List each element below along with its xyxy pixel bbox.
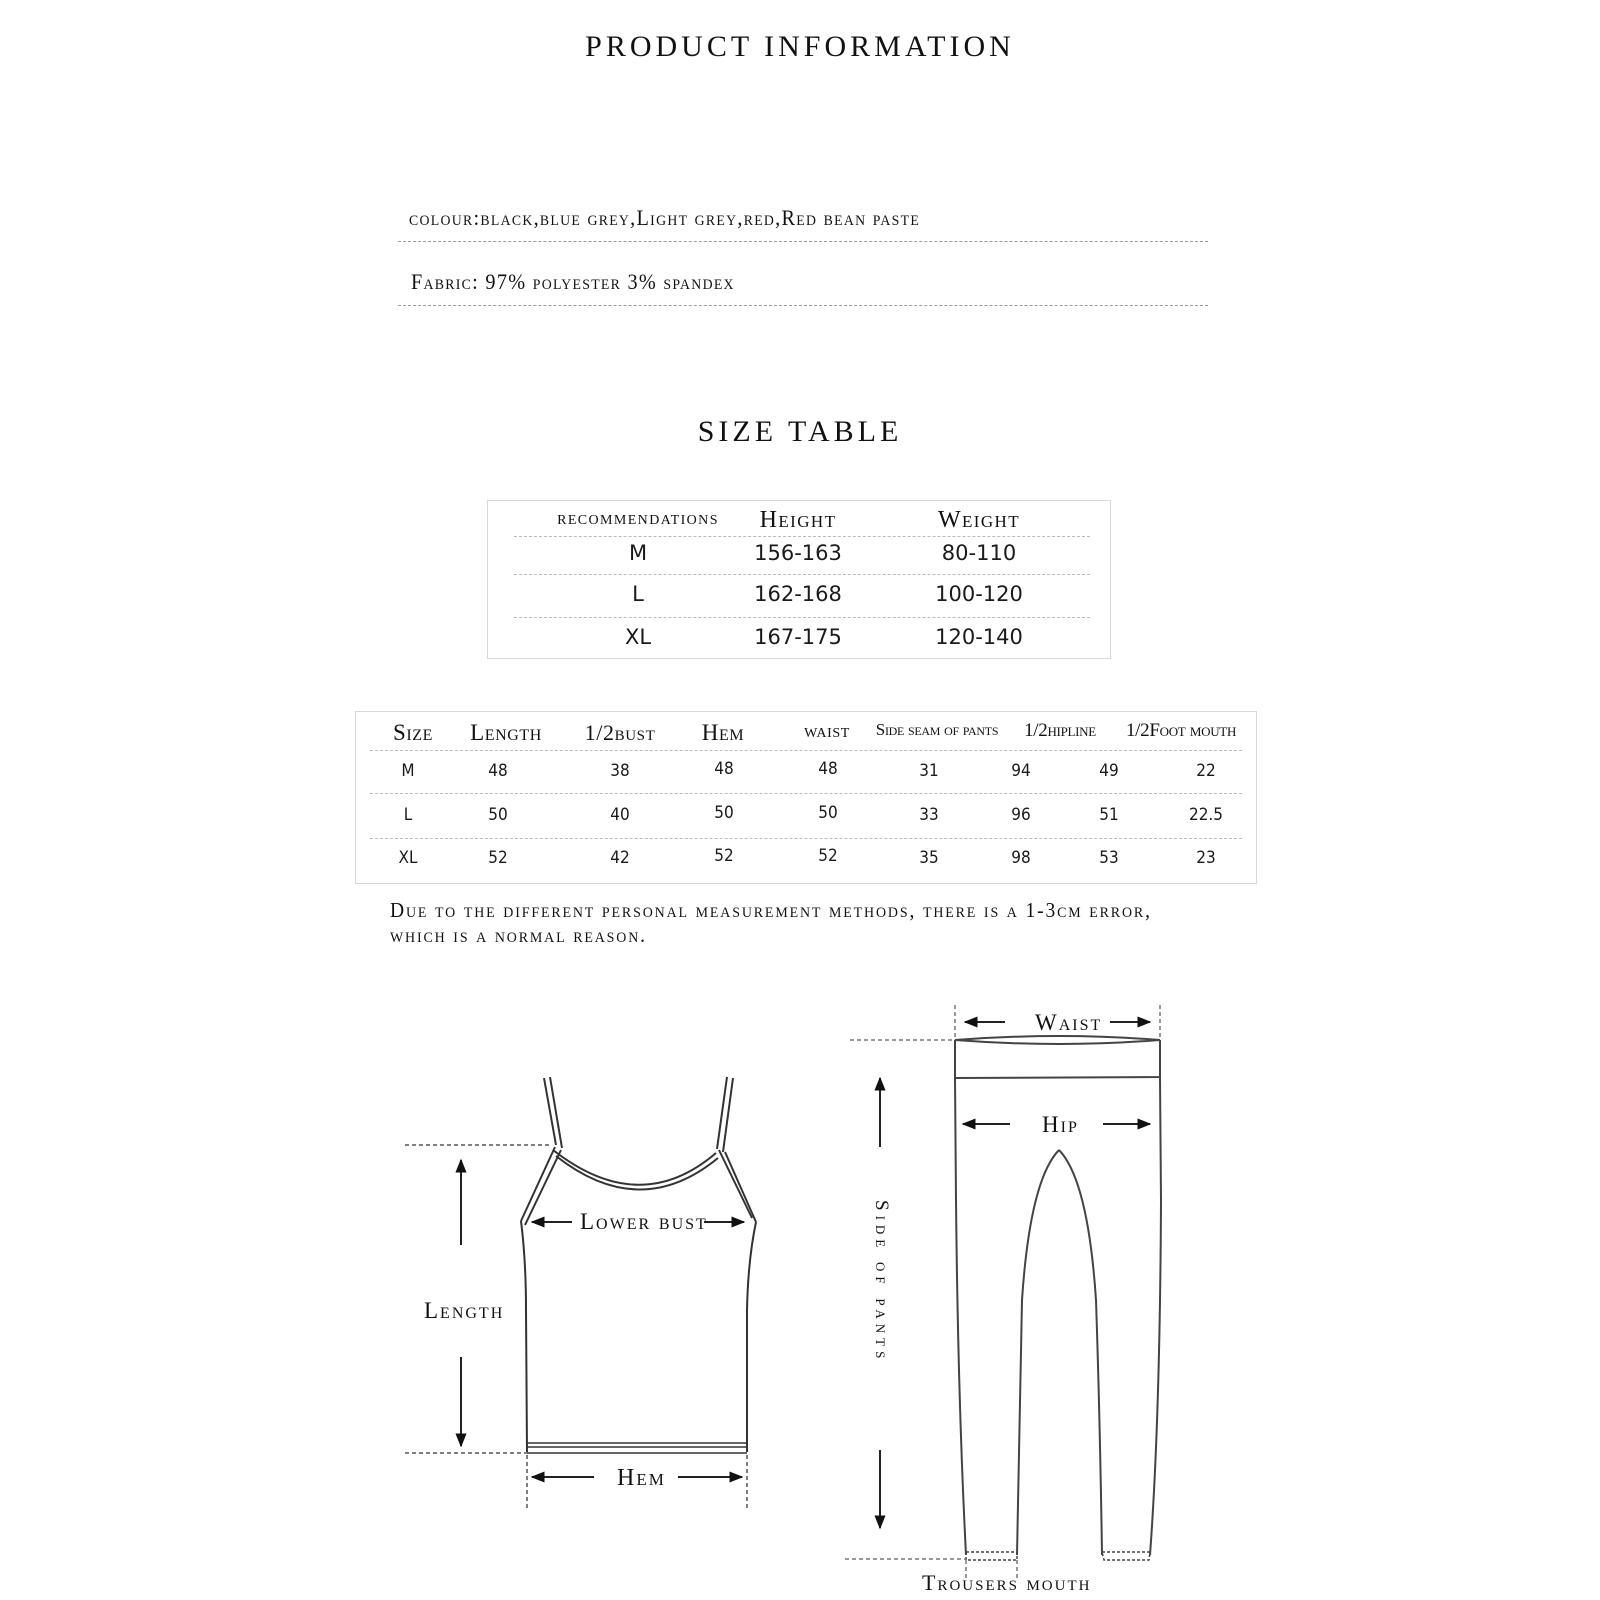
cell-half-foot-mouth: 22.5 [1188, 805, 1224, 825]
header-height: Height [759, 507, 837, 533]
header-half-bust: 1/2bust [584, 720, 656, 745]
cell-half-foot-mouth: 23 [1196, 848, 1216, 868]
label-lower-bust: Lower bust [580, 1209, 708, 1234]
cell-hem: 50 [714, 803, 734, 823]
waistband-box [955, 1040, 1160, 1078]
left-cuff [966, 1552, 1017, 1560]
cell-weight: 120-140 [935, 625, 1023, 649]
header-hem: Hem [701, 720, 745, 745]
cell-half-hipline: 49 [1099, 761, 1119, 781]
neckline [553, 1150, 718, 1190]
label-waist: Waist [1035, 1010, 1103, 1035]
left-leg-inner [1017, 1150, 1059, 1555]
cell-side-seam: 31 [919, 761, 939, 781]
note-line-1: Due to the different personal measurement methods, there is a 1-3cm error, [390, 898, 1152, 922]
hem-band [527, 1443, 747, 1453]
header-length: Length [470, 720, 542, 745]
header-half-hipline: 1/2hipline [1024, 720, 1096, 741]
cell-side-seam: 33 [919, 805, 939, 825]
cell-waist: 50 [818, 803, 838, 823]
cell-rise: 94 [1011, 761, 1031, 781]
leggings-arrows [880, 1022, 1150, 1528]
cell-size: XL [398, 848, 418, 868]
cell-size: M [628, 541, 648, 565]
cell-half-hipline: 51 [1099, 805, 1119, 825]
cell-size: L [632, 582, 644, 606]
cell-side-seam: 35 [919, 848, 939, 868]
label-side-of-pants: Side of pants [871, 1200, 892, 1364]
cell-half-hipline: 53 [1099, 848, 1119, 868]
right-cuff [1102, 1552, 1150, 1560]
cell-weight: 100-120 [935, 582, 1023, 606]
left-side [521, 1221, 527, 1452]
size-table-title: SIZE TABLE [697, 415, 903, 448]
cell-height: 156-163 [754, 541, 842, 565]
cell-half-bust: 42 [610, 848, 630, 868]
left-armhole [521, 1147, 561, 1225]
cell-height: 162-168 [754, 582, 842, 606]
label-hem: Hem [617, 1465, 666, 1491]
cell-size: XL [624, 625, 652, 649]
label-hip: Hip [1042, 1112, 1079, 1137]
header-weight: Weight [937, 507, 1021, 533]
fabric-info: Fabric: 97% polyester 3% spandex [411, 269, 735, 294]
header-waist: waist [804, 720, 850, 742]
note-line-2: which is a normal reason. [390, 923, 647, 947]
cell-hem: 48 [714, 759, 734, 779]
right-armhole [719, 1150, 756, 1222]
header-half-foot-mouth: 1/2Foot mouth [1125, 720, 1237, 741]
cell-half-foot-mouth: 22 [1196, 761, 1216, 781]
left-leg-outer [955, 1078, 966, 1555]
cell-weight: 80-110 [941, 541, 1017, 565]
cell-half-bust: 38 [610, 761, 630, 781]
cell-length: 48 [488, 761, 508, 781]
right-strap [717, 1077, 733, 1152]
leggings-guides [845, 1005, 1160, 1580]
colour-info: colour:black,blue grey,Light grey,red,Red bean paste [409, 205, 921, 230]
cell-height: 167-175 [754, 625, 842, 649]
cell-size: L [403, 805, 413, 825]
right-side [747, 1222, 756, 1452]
header-recommendations: recommendations [557, 507, 719, 529]
label-trousers-mouth: Trousers mouth [922, 1570, 1092, 1595]
header-size: Size [392, 720, 434, 745]
cell-rise: 98 [1011, 848, 1031, 868]
right-leg-outer [1150, 1077, 1161, 1555]
header-side-seam: Side seam of pants [875, 720, 999, 739]
waistband [955, 1036, 1160, 1044]
cell-rise: 96 [1011, 805, 1031, 825]
cell-waist: 52 [818, 846, 838, 866]
cell-length: 50 [488, 805, 508, 825]
camisole-diagram [521, 1077, 756, 1453]
page-title: PRODUCT INFORMATION [585, 30, 1015, 63]
cell-size: M [401, 761, 415, 781]
cell-waist: 48 [818, 759, 838, 779]
right-leg-inner [1059, 1150, 1102, 1555]
cell-hem: 52 [714, 846, 734, 866]
cell-half-bust: 40 [610, 805, 630, 825]
label-length: Length [424, 1298, 505, 1323]
cell-length: 52 [488, 848, 508, 868]
left-strap [544, 1077, 562, 1148]
